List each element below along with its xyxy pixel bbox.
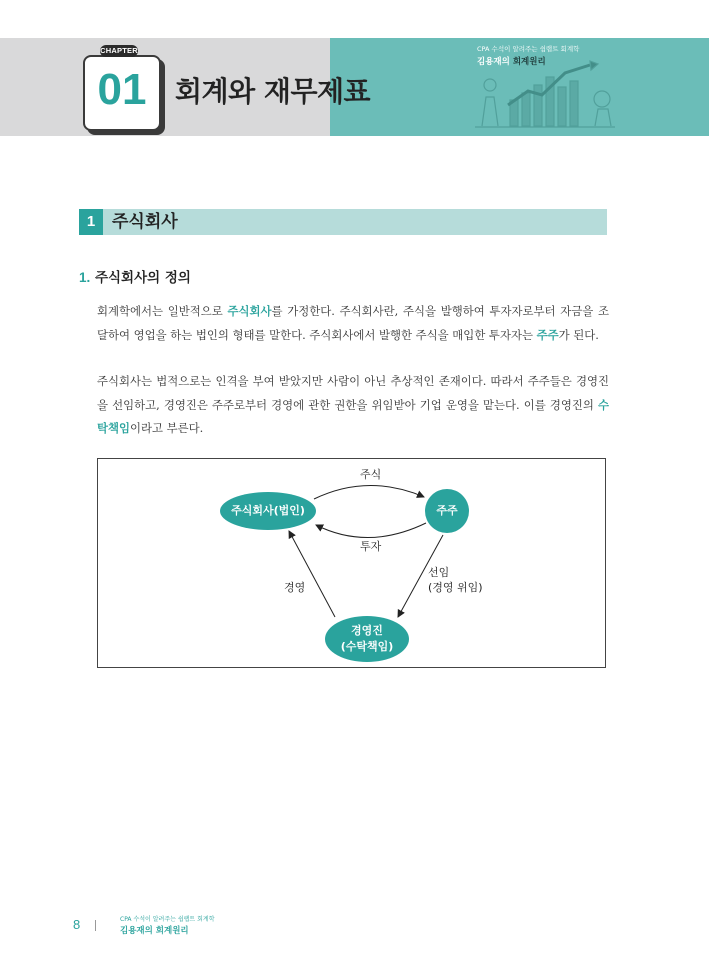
node-management-line2: (수탁책임) bbox=[340, 640, 394, 653]
chapter-number: 01 bbox=[97, 65, 147, 114]
label-management: 경영 bbox=[284, 581, 306, 594]
label-stock: 주식 bbox=[360, 468, 382, 481]
label-appointment-line1: 선임 bbox=[428, 566, 450, 579]
section-number: 1 bbox=[79, 209, 103, 235]
corporate-structure-diagram bbox=[97, 458, 606, 668]
paragraph2-text-a: 주식회사는 법적으로는 인격을 부여 받았지만 사람이 아닌 추상적인 존재이다. 따라서 주주들은 경영진을 선임하고, 경영진은 주주로부터 경영에 관한 권한을 위임받아 기업 운영을 맡는다. 이를 경영진의 bbox=[97, 374, 609, 412]
section-title: 주식회사 bbox=[112, 212, 178, 232]
footer-series-tagline: CPA 수석이 알려주는 쉽랩트 회계학 bbox=[120, 916, 215, 923]
subsection-title: 주식회사의 정의 bbox=[94, 270, 191, 286]
paragraph-stewardship bbox=[97, 370, 609, 441]
paragraph1-text-b: 를 가정한다. 주식회사란, 주식을 발행하여 투자자로부터 자금을 조달하여 영업을 하는 법인의 형태를 말한다. 주식회사에서 발행한 주식을 매입한 투자자는 bbox=[97, 304, 609, 342]
label-appointment-line2: (경영 위임) bbox=[428, 581, 483, 594]
header-series-tagline: CPA 수석이 알려주는 쉽랩트 회계학 bbox=[477, 45, 580, 53]
highlight-shareholder: 주주 bbox=[536, 327, 559, 342]
chapter-tag: CHAPTER bbox=[100, 46, 138, 55]
node-corporation: 주식회사(법인) bbox=[220, 492, 316, 530]
chapter-title: 회계와 재무제표 bbox=[175, 75, 371, 108]
label-investment: 투자 bbox=[360, 540, 382, 553]
highlight-stewardship: 수탁책임 bbox=[97, 397, 609, 435]
arrow-management bbox=[289, 531, 335, 617]
header-series-brand bbox=[477, 55, 546, 67]
paragraph2-text-b: 이라고 부른다. bbox=[130, 421, 204, 435]
label-appointment bbox=[428, 565, 483, 595]
growth-chart-illustration-icon bbox=[470, 55, 620, 135]
header-brand-author: 김용재의 bbox=[477, 57, 510, 67]
paragraph1-text-c: 가 된다. bbox=[558, 327, 599, 342]
node-management-line1: 경영진 bbox=[351, 624, 383, 637]
highlight-corporation: 주식회사 bbox=[227, 304, 272, 318]
arrow-investment bbox=[316, 523, 426, 538]
node-management bbox=[325, 616, 409, 662]
footer-divider bbox=[95, 920, 96, 931]
arrow-stock bbox=[314, 485, 424, 499]
header-brand-book: 회계원리 bbox=[512, 57, 546, 67]
subsection-number: 1. bbox=[79, 270, 91, 285]
footer-series-brand: 김용재의 회계원리 bbox=[120, 926, 189, 936]
subsection-heading bbox=[79, 268, 191, 288]
paragraph1-text-a: 회계학에서는 일반적으로 bbox=[97, 304, 228, 318]
paragraph-definition bbox=[97, 300, 609, 347]
node-shareholder: 주주 bbox=[425, 489, 469, 533]
page-number: 8 bbox=[73, 917, 81, 932]
